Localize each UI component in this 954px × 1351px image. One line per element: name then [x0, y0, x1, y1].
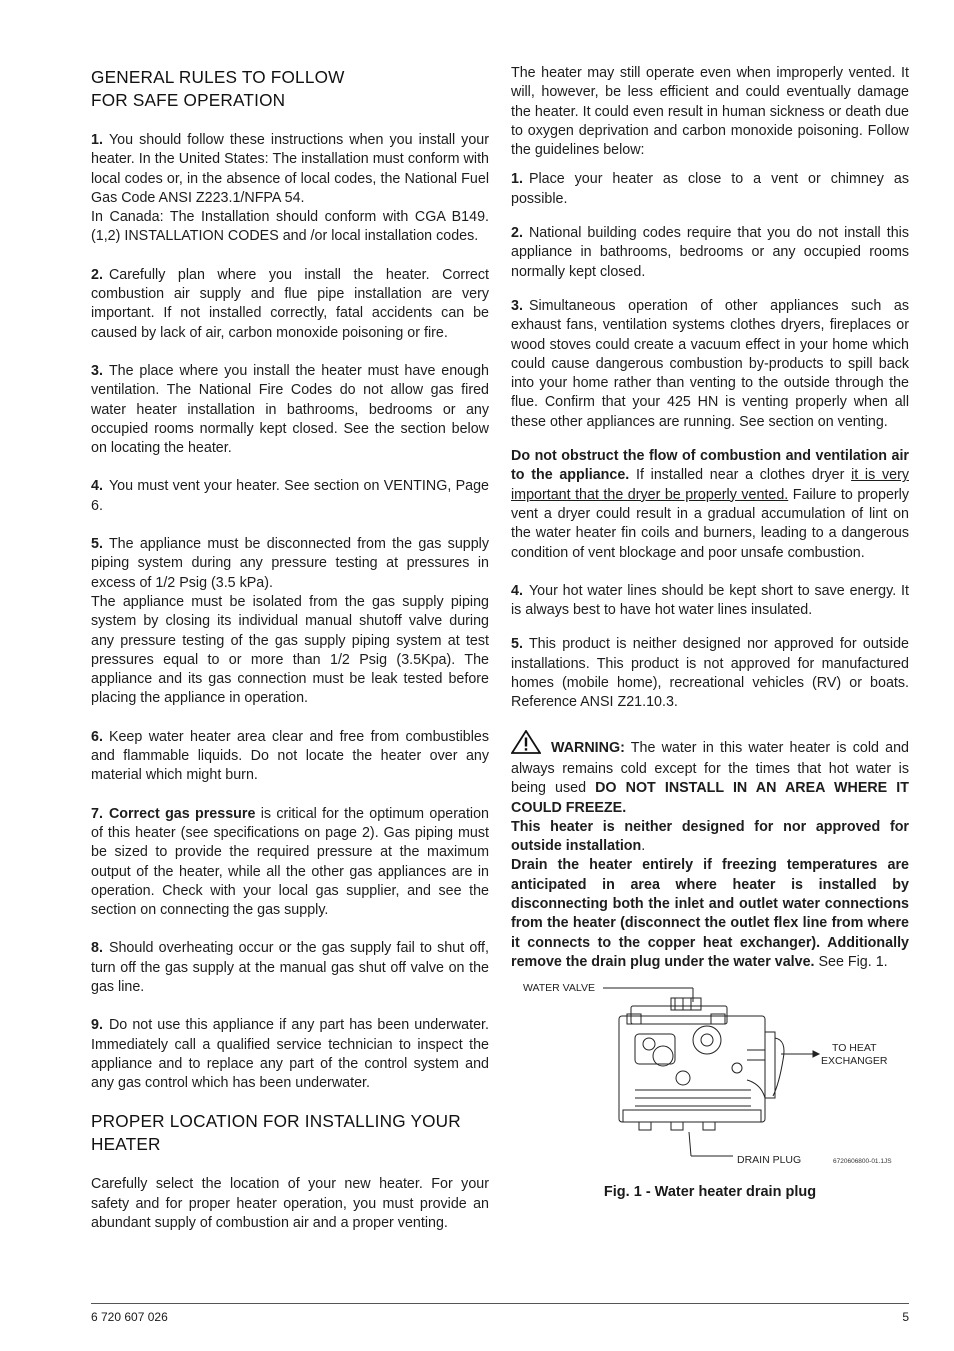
item-number: 4.: [511, 582, 523, 599]
numbered-item: [511, 297, 909, 432]
obstruct-text-2: Failure to properly vent a dryer could result in a gradual accumulation of lint on the water heater fin coils and burners, leading to a dangerous condition of vent blockage and poor unsafe combustion.: [511, 486, 909, 561]
warning-bold: DO NOT INSTALL IN AN AREA WHERE IT COULD FREEZE.: [511, 780, 909, 816]
item-text-continued: The appliance must be isolated from the gas supply piping system by closing its individual manual shutoff valve during any pressure testing of the gas supply piping system at test pressures equal to or more than 1/2 Psig (3.5Kpa). The appliance and its gas connection must be leak tested before placing the appliance in operation.: [91, 593, 489, 707]
item-number: 3.: [91, 362, 103, 379]
item-number: 1.: [91, 132, 103, 148]
numbered-item: [511, 635, 909, 712]
item-number: 4.: [91, 478, 103, 495]
item-text-continued: In Canada: The Installation should conform with CGA B149.(1,2) INSTALLATION CODES and /or local installation codes.: [91, 209, 489, 245]
location-text: Carefully select the location of your new heater. For your safety and for proper heater operation, you must provide an abundant supply of combustion air and a proper venting.: [91, 1176, 489, 1232]
label-water-valve: WATER VALVE: [523, 982, 595, 995]
item-text: National building codes require that you do not install this appliance in bathrooms, bedrooms or any occupied rooms normally kept closed.: [511, 225, 909, 280]
warning-paragraph: [511, 730, 909, 818]
item-number: 7.: [91, 805, 103, 822]
numbered-item: [511, 224, 909, 282]
numbered-item: [91, 131, 489, 208]
obstruct-paragraph: [511, 447, 909, 563]
warning-text: The water in this water heater is cold and always remains cold except for the times that hot water is being used: [511, 739, 909, 797]
item-number: 5.: [91, 536, 103, 553]
item-number: 5.: [511, 636, 523, 653]
numbered-item: [91, 477, 489, 516]
numbered-item: [91, 728, 489, 786]
item-number: 1.: [511, 171, 523, 188]
water-valve-drawing: [511, 980, 909, 1180]
item-text: Carefully plan where you install the heater. Correct combustion air supply and flue pipe installation are very important. If not installed correctly, fatal accidents can be caused by lack of air, carbon monoxide poisoning or fire.: [91, 266, 489, 341]
footer-divider: [91, 1303, 909, 1304]
warning-p3-bold: Drain the heater entirely if freezing temperatures are anticipated in area where heater is installed by disconnecting both the inlet and outlet water connections from the heater (disconnect the outlet flex line from where it connects to the copper heat exchanger). Additionally remove the drain plug under the water valve.: [511, 857, 909, 970]
item-text: Do not use this appliance if any part has been underwater. Immediately call a qualified service technician to inspect the appliance and to replace any part of the control system and any gas control which has been underwater.: [91, 1017, 489, 1092]
numbered-item: [91, 362, 489, 458]
warning-p3: [511, 856, 909, 972]
item-number: 6.: [91, 728, 103, 745]
numbered-item: [511, 582, 909, 621]
item-number: 2.: [91, 266, 103, 283]
general-rules-list: [91, 131, 489, 1093]
item-number: 9.: [91, 1017, 103, 1034]
obstruct-text: If installed near a clothes dryer: [629, 467, 852, 484]
heading-proper-location: PROPER LOCATION FOR INSTALLING YOUR HEATER: [91, 1111, 461, 1155]
left-column: [91, 64, 489, 1233]
figure-caption: Fig. 1 - Water heater drain plug: [603, 1184, 817, 1201]
item-number: 2.: [511, 225, 523, 242]
item-text: You should follow these instructions when you install your heater. In the United States: The installation must conform with local codes or, in the absence of local codes, the National Fuel Gas Code ANSI Z223.1/NFPA 54.: [91, 132, 489, 206]
footer-doc-number: 6 720 607 026: [91, 1310, 168, 1324]
numbered-item: [91, 535, 489, 593]
item-text: You must vent your heater. See section on VENTING, Page 6.: [91, 478, 489, 514]
warning-p2: [511, 818, 909, 857]
item-text: is critical for the optimum operation of this heater (see specifications on page 2). Gas piping must be sized to provide the required pressure at the maximum output of the heater, while all the other gas appliances are in operation. Check with your local gas supplier, and see the section on connecting the gas supply.: [91, 805, 489, 919]
item-text: Keep water heater area clear and free from combustibles and flammable liquids. Do not locate the heater over any material which might burn.: [91, 728, 489, 784]
venting-intro: The heater may still operate even when improperly vented. It will, however, be less efficient and could eventually damage the heater. It could even result in human sickness or death due to oxygen deprivation and carbon monoxide poisoning. Follow the guidelines below:: [511, 65, 909, 159]
heading-general-rules: GENERAL RULES TO FOLLOW FOR SAFE OPERATION: [91, 67, 345, 110]
numbered-item: [91, 939, 489, 997]
figure-drain-plug: [511, 980, 909, 1180]
label-drain-plug: DRAIN PLUG: [737, 1154, 802, 1167]
item-text: Your hot water lines should be kept short to save energy. It is always best to have hot water lines insulated.: [511, 582, 909, 619]
item-text: The place where you install the heater must have enough ventilation. The National Fire Codes do not allow gas fired water heater installation in bathrooms, bedrooms or any occupied rooms normally kept closed. See the section below on locating the heater.: [91, 362, 489, 457]
label-heat-exchanger: TO HEAT EXCHANGER: [821, 1042, 888, 1068]
warning-p3-end: See Fig. 1.: [814, 953, 888, 970]
figure-code: 6720606800-01.1JS: [833, 1158, 892, 1166]
venting-guidelines-list-2: [511, 582, 909, 728]
warning-label: WARNING:: [551, 739, 625, 756]
footer-page-number: 5: [902, 1310, 909, 1324]
numbered-item: [91, 266, 489, 343]
item-text: Should overheating occur or the gas supply fail to shut off, turn off the gas supply at the manual gas shut off valve on the gas line.: [91, 940, 489, 995]
item-bold: Correct gas pressure: [108, 805, 256, 822]
obstruct-bold: Do not obstruct the flow of combustion and ventilation air to the appliance.: [511, 448, 909, 484]
right-column: [511, 64, 909, 1200]
obstruct-underline: it is very important that the dryer be properly vented.: [511, 467, 909, 503]
venting-guidelines-list: [511, 170, 909, 447]
numbered-item: [511, 170, 909, 209]
numbered-item: [91, 1016, 489, 1093]
item-text: Simultaneous operation of other appliances such as exhaust fans, ventilation systems clothes dryers, fireplaces or wood stoves could create a vacuum effect in your home which could cause dangerous combustion by-products to spill back into your home rather than venting to the outside through the flue. Confirm that your 425 HN is venting properly when all these other appliances are running. See section on venting.: [511, 297, 909, 430]
item-text: The appliance must be disconnected from the gas supply piping system during any pressure testing at pressures in excess of 1/2 Psig (3.5 kPa).: [91, 536, 489, 591]
item-number: 3.: [511, 297, 523, 314]
warning-triangle-icon: [511, 730, 541, 760]
item-text: Place your heater as close to a vent or chimney as possible.: [511, 171, 909, 207]
warning-p2-end: .: [641, 838, 646, 855]
warning-p2-bold: This heater is neither designed for nor approved for outside installation: [511, 818, 909, 855]
numbered-item: [91, 805, 489, 921]
item-text: This product is neither designed nor approved for outside installations. This product is not approved for manufactured homes (mobile home), recreational vehicles (RV) or boats. Reference ANSI Z21.10.3.: [511, 636, 909, 711]
item-number: 8.: [91, 940, 103, 957]
